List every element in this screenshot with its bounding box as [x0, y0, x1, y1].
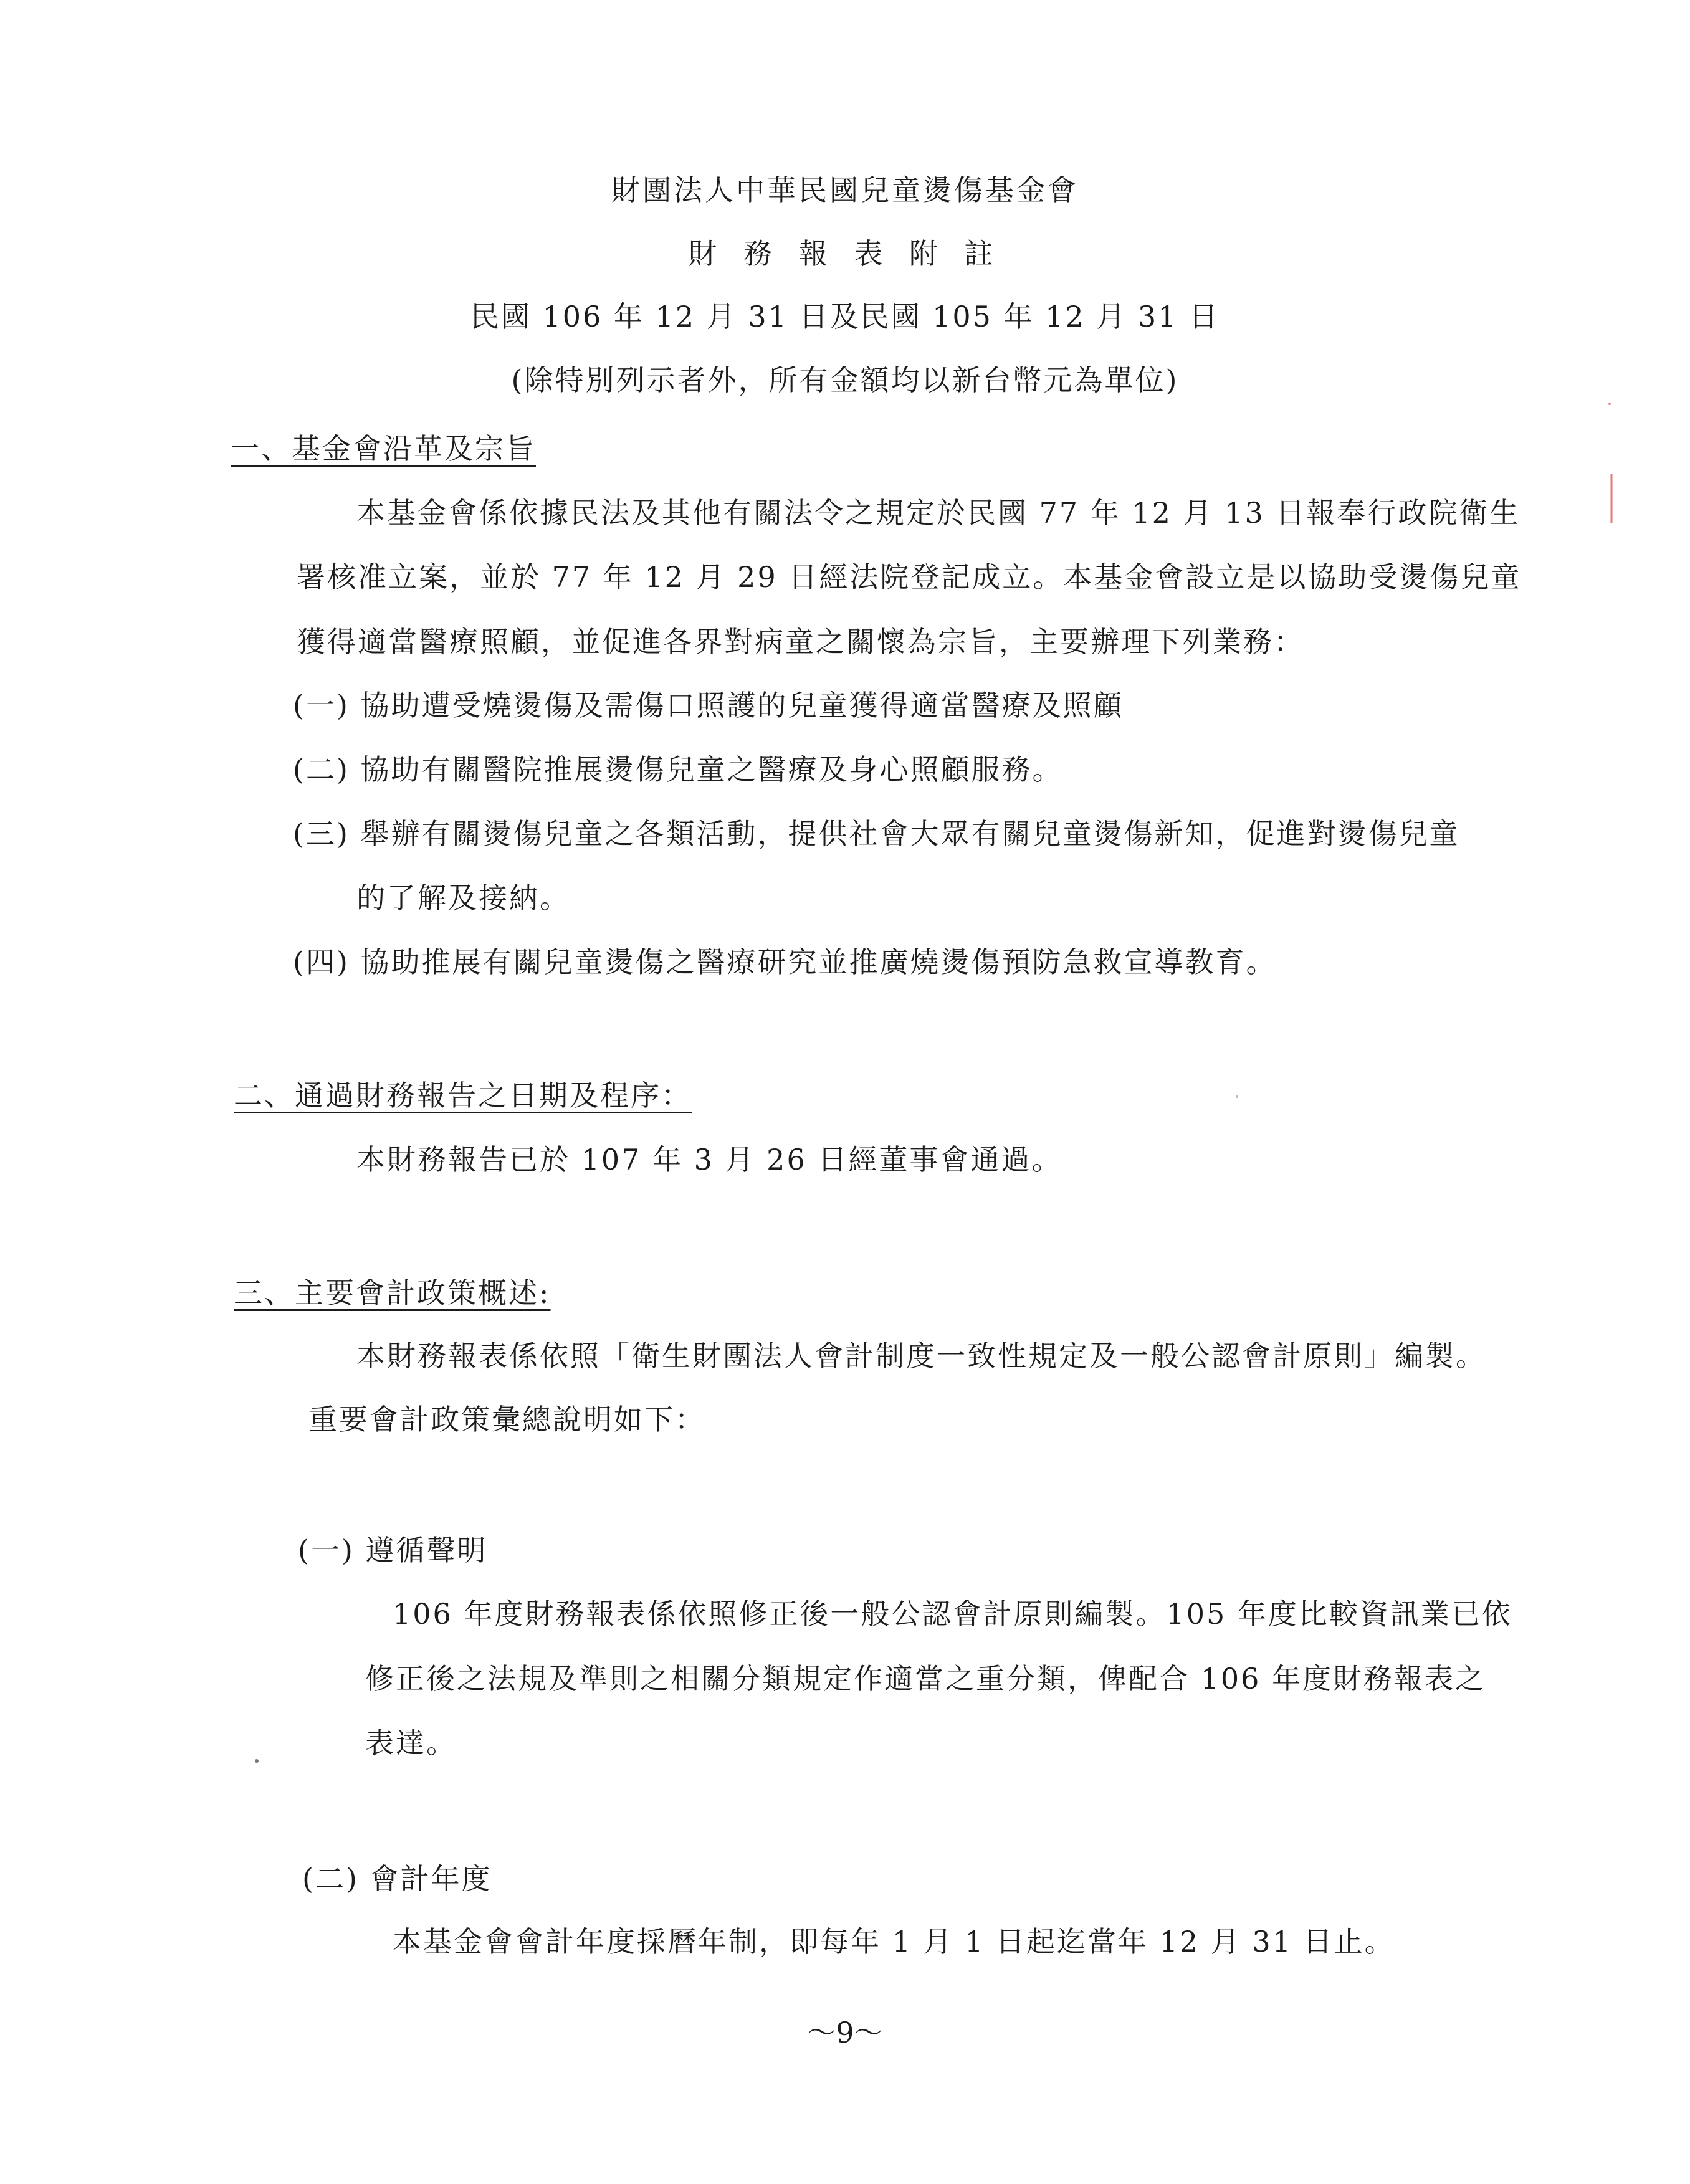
- sub1-line: 表達。: [365, 1726, 457, 1760]
- unit-note: (除特別列示者外，所有金額均以新台幣元為單位): [511, 363, 1179, 397]
- org-name: 財團法人中華民國兒童燙傷基金會: [611, 173, 1079, 207]
- section1-para-line: 本基金會係依據民法及其他有關法令之規定於民國 77 年 12 月 13 日報奉行政院衛生: [356, 496, 1521, 530]
- sub1-title: (一) 遵循聲明: [298, 1533, 488, 1567]
- sub1-line: 修正後之法規及準則之相關分類規定作適當之重分類，俾配合 106 年度財務報表之: [365, 1662, 1486, 1695]
- section1-item: (二) 協助有關醫院推展燙傷兒童之醫療及身心照顧服務。: [293, 753, 1063, 786]
- section1-item: (四) 協助推展有關兒童燙傷之醫療研究並推廣燒燙傷預防急救宣導教育。: [293, 945, 1277, 979]
- section1-para-line: 署核准立案，並於 77 年 12 月 29 日經法院登記成立。本基金會設立是以協助受燙傷兒童: [297, 560, 1522, 594]
- section1-para-line: 獲得適當醫療照顧，並促進各界對病童之關懷為宗旨，主要辦理下列業務：: [297, 625, 1304, 659]
- section1-item: (三) 舉辦有關燙傷兒童之各類活動，提供社會大眾有關兒童燙傷新知，促進對燙傷兒童: [293, 817, 1460, 851]
- section3-heading: 三、主要會計政策概述:: [234, 1276, 551, 1310]
- scan-dot: [1608, 403, 1611, 405]
- section1-item: (一) 協助遭受燒燙傷及需傷口照護的兒童獲得適當醫療及照顧: [293, 689, 1124, 722]
- section2-heading: 二、通過財務報告之日期及程序：: [234, 1079, 692, 1112]
- page-number: ～9～: [807, 2016, 883, 2049]
- report-period: 民國 106 年 12 月 31 日及民國 105 年 12 月 31 日: [470, 300, 1220, 333]
- section1-item-continuation: 的了解及接納。: [356, 881, 570, 915]
- sub2-text: 本基金會會計年度採曆年制，即每年 1 月 1 日起迄當年 12 月 31 日止。: [393, 1925, 1395, 1958]
- section1-heading: 一、基金會沿革及宗旨: [231, 432, 536, 465]
- sub1-line: 106 年度財務報表係依照修正後一般公認會計原則編製。105 年度比較資訊業已依: [393, 1597, 1512, 1631]
- scan-dot: [255, 1759, 259, 1763]
- section3-intro-line: 本財務報表係依照「衛生財團法人會計制度一致性規定及一般公認會計原則」編製。: [356, 1339, 1486, 1373]
- section3-intro-line: 重要會計政策彙總說明如下：: [308, 1403, 705, 1436]
- sub2-title: (二) 會計年度: [302, 1862, 492, 1896]
- scan-dot: [1236, 1095, 1238, 1098]
- doc-title: 財 務 報 表 附 註: [688, 237, 1002, 270]
- section2-text: 本財務報告已於 107 年 3 月 26 日經董事會通過。: [356, 1143, 1062, 1176]
